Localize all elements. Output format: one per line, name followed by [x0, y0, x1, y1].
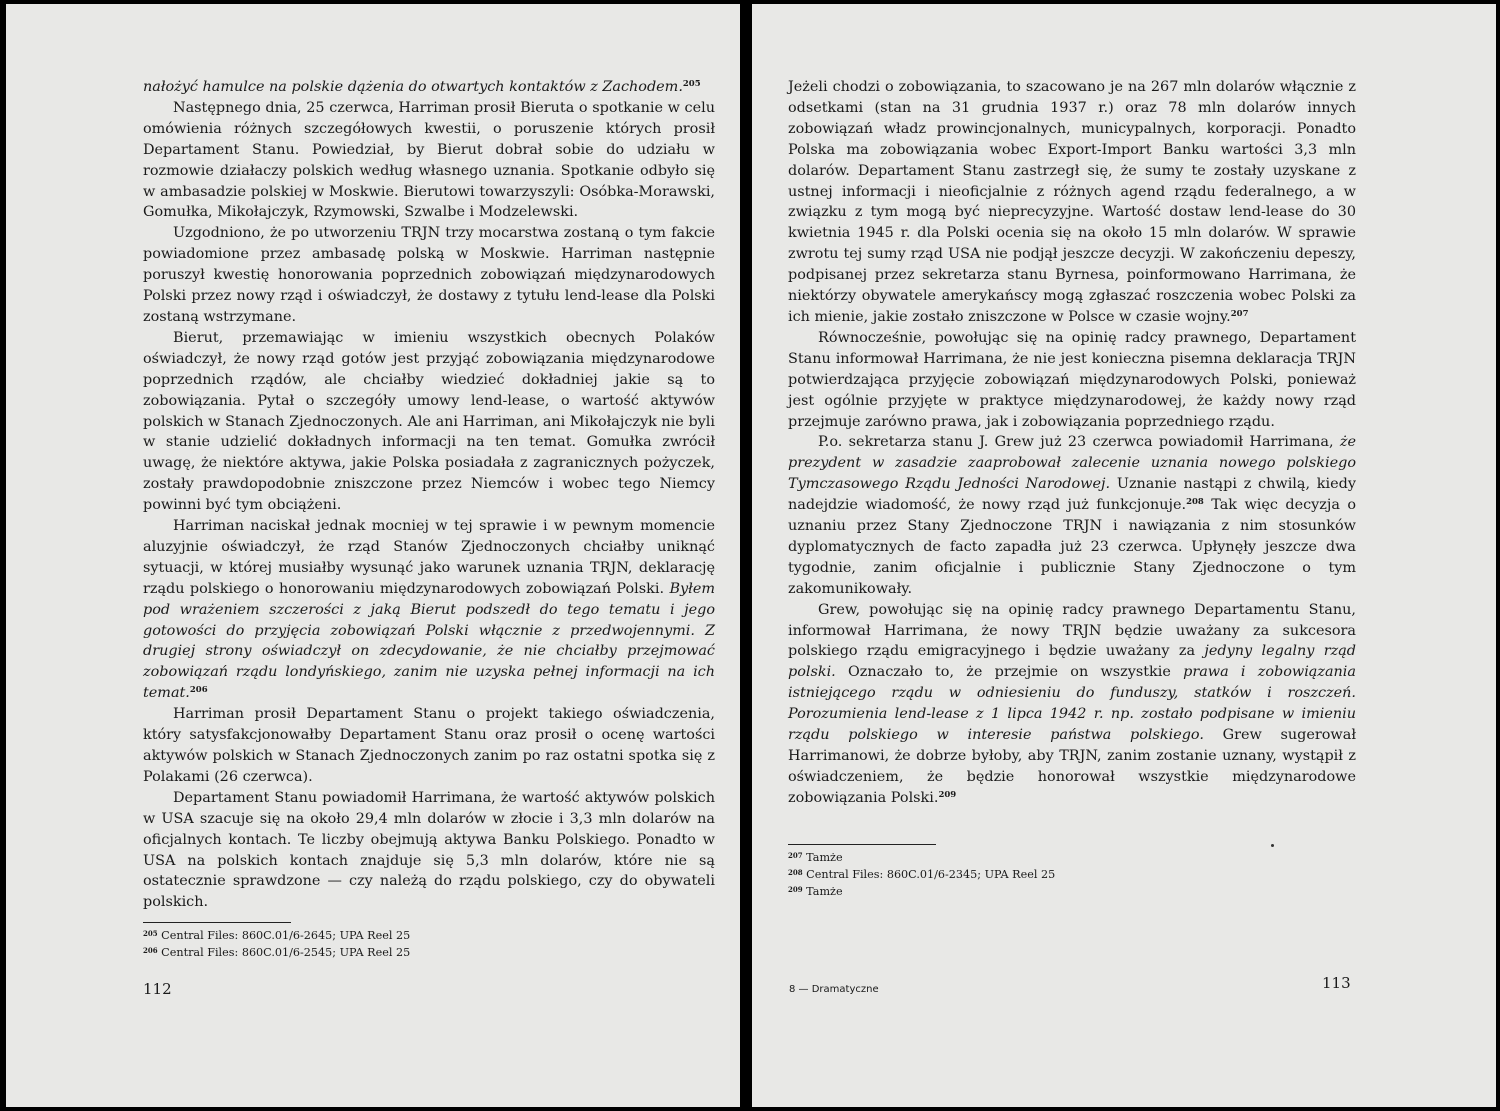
text-run: Uznanie nastąpi z chwilą, kiedy nadejdzie wiadomość, że nowy rząd już funkcjonuje. [788, 476, 1356, 514]
footnote-number: 206 [143, 946, 158, 955]
page-right [752, 4, 1496, 1107]
text-run: Tak więc decyzja o uznaniu przez Stany Zjednoczone TRJN i nawiązania z nim stosunków dyplomatycznych de facto zapadła już 23 czerwca. Upłynęły jeszcze dwa tygodnie, zanim oficjalnie i publicznie Stany Zjednoczone o tym zakomunikowały. [788, 497, 1356, 597]
paragraph [143, 223, 715, 328]
text-run: P.o. sekretarza stanu J. Grew już 23 czerwca powiadomił Harrimana, [818, 434, 1340, 451]
footnote-text: Central Files: 860C.01/6-2645; UPA Reel 25 [157, 929, 411, 942]
printer-signature: 8 — Dramatyczne [789, 984, 879, 995]
paragraph [143, 704, 715, 788]
text-run: Departament Stanu powiadomił Harrimana, że wartość aktywów polskich w USA szacuje się na około 29,4 mln dolarów w złocie i 3,3 mln dolarów na oficjalnych kontach. Te liczby obejmują aktywa Banku Polskiego. Ponadto w USA na polskich kontach znajduje się 5,3 mln dolarów, które nie są ostatecznie sprawdzone — czy należą do rządu polskiego, czy do obywateli polskich. [143, 789, 715, 911]
paragraph [788, 432, 1356, 599]
paragraph [143, 516, 715, 704]
page-number: 112 [143, 980, 172, 998]
text-run: Oznaczało to, że przejmie on wszystkie [835, 664, 1184, 681]
footnote-ref: 208 [1186, 497, 1204, 508]
page-left [6, 4, 740, 1107]
text-run: Harriman prosił Departament Stanu o projekt takiego oświadczenia, który satysfakcjonowałby Departament Stanu oraz prosił o ocenę wartości aktywów polskich w Stanach Zjednoczonych zanim po raz ostatni spotka się z Polakami (26 czerwca). [143, 706, 715, 785]
paragraph [143, 98, 715, 223]
italic-text: nałożyć hamulce na polskie dążenia do otwartych kontaktów z Zachodem. [143, 79, 683, 95]
footnote-number: 207 [788, 851, 803, 860]
italic-text: prawa i zobowiązania istniejącego rządu w odniesieniu do funduszy, statków i roszczeń. Porozumienia lend-lease z 1 lipca 1942 r. np. zostało podpisane w imieniu rządu polskiego w interesie państwa polskiego. [788, 664, 1356, 744]
text-run: Uzgodniono, że po utworzeniu TRJN trzy mocarstwa zostaną o tym fakcie powiadomione przez ambasadę polską w Moskwie. Harriman następnie poruszył kwestię honorowania poprzednich zobowiązań międzynarodowych Polski przez nowy rząd i oświadczył, że dostawy z tytułu lend-lease dla Polski zostaną wstrzymane. [143, 225, 715, 325]
footnote-ref: 205 [682, 79, 701, 89]
footnote [143, 927, 543, 944]
footnote-text: Tamże [802, 885, 843, 898]
text-run: Następnego dnia, 25 czerwca, Harriman prosił Bieruta o spotkanie w celu omówienia różnych szczegółowych kwestii, o poruszenie których prosił Departament Stanu. Powiedział, by Bierut dobrał sobie do udziału w rozmowie działaczy polskich według własnego uznania. Spotkanie odbyło się w ambasadzie polskiej w Moskwie. Bierutowi towarzyszyli: Osóbka-Morawski, Gomułka, Mikołajczyk, Rzymowski, Szwalbe i Modzelewski. [143, 99, 715, 221]
footnote-rule [143, 922, 291, 923]
italic-text: jedyny legalny rząd polski. [788, 643, 1357, 681]
text-run: Grew, powołując się na opinię radcy prawnego Departamentu Stanu, informował Harrimana, że nowy TRJN będzie uważany za sukcesora polskiego rządu emigracyjnego i będzie uważany za [788, 601, 1356, 660]
text-run: Jeżeli chodzi o zobowiązania, to szacowano je na 267 mln dolarów włącznie z odsetkami (stan na 31 grudnia 1937 r.) oraz 78 mln dolarów innych zobowiązań władz prowincjonalnych, municypalnych, korporacji. Ponadto Polska ma zobowiązania wobec Export-Import Banku wartości 3,3 mln dolarów. Departament Stanu zastrzegł się, że sumy te zostały uzyskane z ustnej informacji i nieoficjalnie z różnych agend rządu federalnego, a w związku z tym mogą być nieprecyzyjne. Wartość dostaw lend-lease do 30 kwietnia 1945 r. dla Polski ocenia się na około 15 mln dolarów. W sprawie zwrotu tej sumy rząd USA nie podjął jeszcze decyzji. W zakończeniu depeszy, podpisanej przez sekretarza stanu Byrnesa, poinformowano Harrimana, że niektórzy obywatele amerykańscy mogą zgłaszać roszczenia wobec Polski za ich mienie, jakie zostało zniszczone w Polsce w czasie wojny. [788, 79, 1356, 325]
left-footnotes [143, 922, 543, 961]
footnote [788, 883, 1188, 900]
right-footnotes [788, 844, 1188, 900]
footnote [788, 849, 1188, 866]
footnote [143, 944, 543, 961]
footnote [788, 866, 1188, 883]
footnote-number: 205 [143, 929, 158, 938]
text-run: Bierut, przemawiając w imieniu wszystkich obecnych Polaków oświadczył, że nowy rząd gotów jest przyjąć zobowiązania międzynarodowe poprzednich rządów, ale chciałby wiedzieć dokładniej jakie są to zobowiązania. Pytał o szczegóły umowy lend-lease, o wartość aktywów polskich w Stanach Zjednoczonych. Ale ani Harriman, ani Mikołajczyk nie byli w stanie udzielić dokładnych informacji na ten temat. Gomułka zwrócił uwagę, że niektóre aktywa, jakie Polska posiadała z zagranicznych pożyczek, zostały prawdopodobnie zniszczone przez Niemców i wobec tego Niemcy powinni być tym obciążeni. [143, 329, 715, 514]
paragraph [788, 600, 1356, 809]
book-gutter [740, 0, 752, 1111]
italic-text: Byłem pod wrażeniem szczerości z jaką Bierut podszedł do tego tematu i jego gotowości do przyjęcia zobowiązań Polski włącznie z przedwojennymi. Z drugiej strony oświadczył on zdecydowanie, że nie chciałby przejmować zobowiązań rządu londyńskiego, zanim nie uzyska pełnej informacji na ich temat. [143, 580, 715, 702]
paragraph [143, 77, 715, 98]
footnote-number: 208 [788, 868, 803, 877]
footnote-ref: 207 [1230, 308, 1249, 319]
footnote-text: Central Files: 860C.01/6-2345; UPA Reel 25 [802, 868, 1056, 881]
text-run: Równocześnie, powołując się na opinię radcy prawnego, Departament Stanu informował Harrimana, że nie jest konieczna pisemna deklaracja TRJN potwierdzająca przyjęcie zobowiązań międzynarodowych Polski, ponieważ jest ogólnie przyjęte w praktyce międzynarodowej, że każdy nowy rząd przejmuje zarówno prawa, jak i zobowiązania poprzedniego rządu. [788, 329, 1356, 430]
ink-speck [1271, 844, 1274, 847]
footnote-text: Central Files: 860C.01/6-2545; UPA Reel 25 [157, 946, 411, 959]
footnote-rule [788, 844, 936, 845]
paragraph [788, 77, 1356, 328]
paragraph [788, 328, 1356, 433]
text-run: Harriman naciskał jednak mocniej w tej sprawie i w pewnym momencie aluzyjnie oświadczył, że rząd Stanów Zjednoczonych chciałby uniknąć sytuacji, w której musiałby wysunąć jako warunek uznania TRJN, deklarację rządu polskiego o honorowaniu międzynarodowych zobowiązań Polski. [143, 518, 715, 597]
footnote-text: Tamże [802, 851, 843, 864]
left-body-text [143, 77, 715, 913]
page-number: 113 [1322, 974, 1351, 992]
footnote-ref: 206 [189, 685, 208, 696]
footnote-ref: 209 [938, 789, 957, 800]
paragraph [143, 328, 715, 516]
italic-text: że prezydent w zasadzie zaaprobował zalecenie uznania nowego polskiego Tymczasowego Rządu Jedności Narodowej. [788, 434, 1356, 493]
text-run: Grew sugerował Harrimanowi, że dobrze byłoby, aby TRJN, zanim zostanie uznany, wystąpił z oświadczeniem, że będzie honorował wszystkie międzynarodowe zobowiązania Polski. [788, 727, 1356, 806]
paragraph [143, 788, 715, 913]
right-body-text [788, 77, 1356, 809]
footnote-number: 209 [788, 885, 803, 894]
